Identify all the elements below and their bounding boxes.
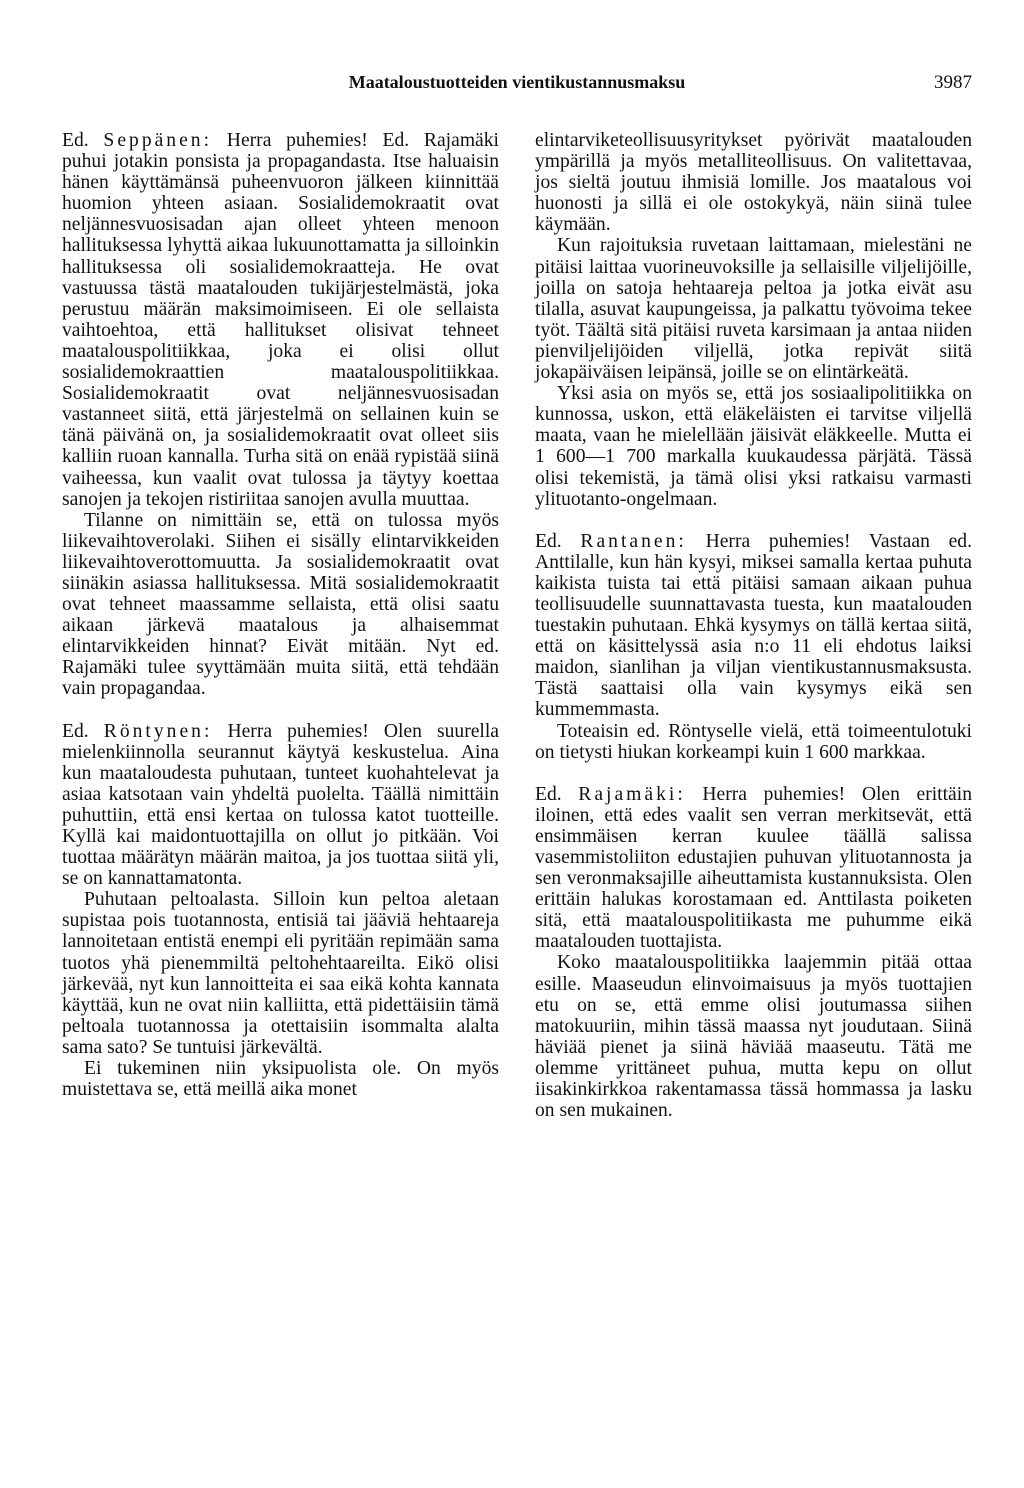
paragraph: Yksi asia on myös se, että jos sosiaalipolitiikka on kunnossa, uskon, että eläkeläisten ei tarvitse viljellä maata, vaan he mielellään jäisivät eläkkeelle. Mutta ei 1 600—1 700 markalla kuukaudessa pärjätä. Tässä olisi tekemistä, ja tämä olisi yksi ratkaisu varmasti ylituotanto-ongelmaan. [535,383,972,510]
left-column [62,130,499,1100]
speaker-name: Seppänen: [103,130,213,151]
paragraph: Puhutaan peltoalasta. Silloin kun peltoa aletaan supistaa pois tuotannosta, entisiä tai jääviä hehtaareja lannoitetaan entistä enempi eli pyritään repimään sama tuotos yhä pienemmiltä peltohehtaareilta. Eikö olisi järkevää, nyt kun lannoitteita ei saa eikä kohta kannata käyttää, kun ne ovat niin kalliitta, että pidettäisiin tämä peltoala tuotannossa ja otettaisiin isommalta alalta sama sato? Se tuntuisi järkevältä. [62,889,499,1058]
speech-rajamaki [535,784,972,953]
speaker-name: Rajamäki: [578,783,686,805]
speech-rantanen [535,531,972,721]
speech-text: Herra puhemies! Ed. Rajamäki puhui jotakin ponsista ja propagandasta. Itse haluaisin hänen käyttämänsä puheenvuoron jälkeen kiinnittää huomion yhteen asiaan. Sosialidemokraatit ovat neljännesvuosisadan ajan olleet yhteen menoon hallituksessa lyhyttä aikaa lukuunottamatta ja silloinkin hallituksessa oli sosialidemokraatteja. He ovat vastuussa tästä maatalouden tukijärjestelmästä, joka perustuu määrän maksimoimiseen. Ei ole sellaista vaihtoehtoa, että hallitukset olisivat tehneet maatalouspolitiikkaa, joka ei olisi ollut sosialidemokraattien maatalouspolitiikkaa. Sosialidemokraatit ovat neljännesvuosisadan vastanneet siitä, että järjestelmä on sellainen kuin se tänä päivänä on, ja sosialidemokraatit ovat olleet siis kalliin ruoan kannalla. Turha sitä on enää rypistää siinä vaiheessa, kun vaalit ovat tulossa ja täytyy koettaa sanojen ja tekojen ristiriitaa sanojen avulla muuttaa. [62,130,499,510]
speech-text: Herra puhemies! Olen suurella mielenkiinnolla seurannut käytyä keskustelua. Aina kun maataloudesta puhutaan, tunteet kuohahtelevat ja asiaa katsotaan vain yhdeltä puolelta. Täällä nimittäin puhuttiin, että ensi kertaa on tulossa katot tuotteille. Kyllä kai maidontuottajilla on ollut jo pitkään. Voi tuottaa määrätyn määrän maitoa, ja jos tuottaa siitä yli, se on kannattamatonta. [62,720,500,890]
speech-text: Herra puhemies! Olen erittäin iloinen, että edes vaalit sen verran merkitsevät, että ensimmäisen kerran kuulee täällä salissa vasemmistoliiton edustajien puhuvan ylituotannosta ja sen veronmaksajille aiheuttamista kustannuksista. Olen erittäin halukas korostamaan ed. Anttilasta poiketen sitä, että maatalouspolitiikasta me puhumme eikä maatalouden tuottajista. [535,783,972,953]
speaker-name: Rantanen: [580,530,687,552]
speech-rontynen [62,721,499,890]
speaker-prefix: Ed. [535,530,581,552]
speech-seppanen [62,130,499,510]
speaker-prefix: Ed. [62,720,104,742]
right-column [535,130,972,1121]
paragraph: Kun rajoituksia ruvetaan laittamaan, mielestäni ne pitäisi laittaa vuorineuvoksille ja sellaisille viljelijöille, joilla on satoja hehtaareja peltoa ja jotka eivät asu tilalla, asuvat kaupungeissa, ja palkattu työvoima tekee työt. Täältä sitä pitäisi ruveta karsimaan ja antaa niiden pienviljelijöiden viljellä, jotka repivät siitä jokapäiväisen leipänsä, joille se on elintärkeätä. [535,235,972,384]
paragraph: Tilanne on nimittäin se, että on tulossa myös liikevaihtoverolaki. Siihen ei sisälly elintarvikkeiden liikevaihtoverottomuutta. Ja sosialidemokraatit ovat siinäkin asiassa hallituksessa. Mitä sosialidemokraatit ovat tehneet maassamme sellaista, että olisi saatu aikaan järkevä maatalous ja alhaisemmat elintarvikkeiden hinnat? Eivät mitään. Nyt ed. Rajamäki tulee syyttämään muita siitä, että tehdään vain propagandaa. [62,509,499,700]
paragraph: Toteaisin ed. Röntyselle vielä, että toimeentulotuki on tietysti hiukan korkeampi kuin 1 600 markkaa. [535,720,972,763]
page-number: 3987 [934,72,972,93]
speaker-name: Röntynen: [103,720,213,742]
paragraph: Koko maatalouspolitiikka laajemmin pitää ottaa esille. Maaseudun elinvoimaisuus ja myös tuottajien etu on se, että emme olisi joutumassa siihen matokuuriin, mihin tässä maassa nyt joudutaan. Siinä häviää pienet ja siinä häviää maaseutu. Tätä me olemme yrittäneet puhua, mutta kepu on ollut iisakinkirkkoa rakentamassa tässä hommassa ja lasku on sen mukainen. [535,952,972,1122]
speaker-prefix: Ed. [62,130,104,151]
speaker-prefix: Ed. [535,783,579,805]
paragraph: Ei tukeminen niin yksipuolista ole. On myös muistettava se, että meillä aika monet [62,1058,499,1101]
running-header [62,72,972,100]
paragraph-continued: elintarviketeollisuusyritykset pyörivät maatalouden ympärillä ja myös metalliteollisuus. On valitettavaa, jos sieltä joutuu ihmisiä lomille. Jos maatalous voi huonosti ja sillä ei ole ostokykyä, näin siinä tulee käymään. [535,130,972,236]
speech-text: Herra puhemies! Vastaan ed. Anttilalle, kun hän kysyi, miksei samalla kertaa puhuta kaikista tuista tai että pitäisi samaan aikaan puhua teollisuudelle suunnattavasta tuesta, kun maatalouden tuestakin puhutaan. Ehkä kysymys on tällä kertaa siitä, että on käsittelyssä asia n:o 11 eli ehdotus laiksi maidon, sianlihan ja viljan vientikustannusmaksusta. Tästä saattaisi olla vain kysymys eikä sen kummemmasta. [535,530,972,721]
header-title: Maataloustuotteiden vientikustannusmaksu [348,72,686,92]
